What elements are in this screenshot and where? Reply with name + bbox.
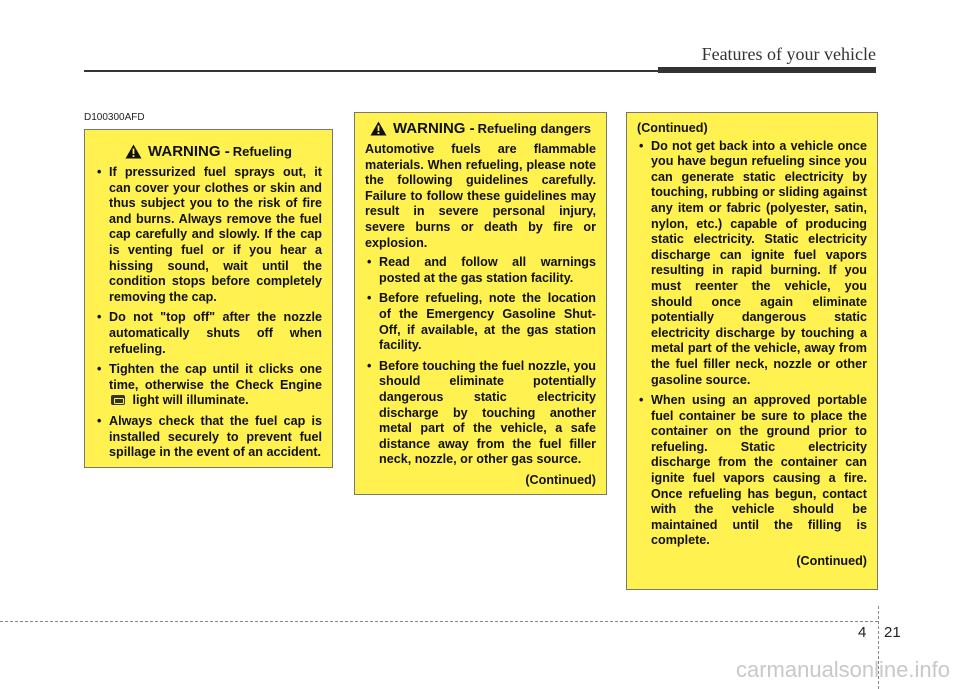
warning-triangle-icon	[125, 144, 142, 159]
warning-triangle-icon	[370, 121, 387, 136]
warning-intro: Automotive fuels are flammable materials. When refueling, please note the following guidelines carefully. Failure to follow these guidelines may result in severe personal injury, severe burns or death by fire or explosion.	[365, 142, 596, 250]
continued-label: (Continued)	[525, 472, 596, 487]
footer-rule	[0, 621, 878, 622]
list-item: • Always check that the fuel cap is installed securely to prevent fuel spillage in the event of an accident.	[95, 414, 322, 461]
page-header-title: Features of your vehicle	[701, 44, 876, 64]
continued-label: (Continued)	[796, 554, 867, 569]
warning-title-text: Refueling dangers	[477, 121, 592, 136]
warning-box-continued	[626, 112, 878, 590]
list-item: • If pressurized fuel sprays out, it can cover your clothes or skin and thus subject you to the risk of fire and burns. Always remove the fuel cap carefully and slowly. If the cap is venting fuel or if you hear a hissing sound, wait until the condition stops before completely removing the cap.	[95, 165, 322, 305]
continued-label: (Continued)	[637, 121, 708, 135]
watermark: carmanualsonline.info	[735, 657, 950, 682]
warning-title	[365, 121, 596, 136]
warning-box-refueling	[84, 129, 333, 468]
warning-list	[637, 139, 867, 549]
header-rule-bold	[658, 67, 876, 73]
warning-title-text: Refueling	[232, 144, 292, 159]
list-item: • When using an approved portable fuel container be sure to place the container on the ground prior to refueling. Static electricity discharge from the container can ignite fuel vapors causing a fire. Once refueling has begun, contact with the vehicle should be maintained until the filling is complete.	[637, 393, 867, 549]
list-item-text: light will illuminate.	[132, 393, 249, 408]
list-item: • Before touching the fuel nozzle, you should eliminate potentially dangerous static electricity discharge by touching another metal part of the vehicle, a safe distance away from the fuel filler neck, nozzle, or other gas source.	[365, 359, 596, 468]
list-item: • Do not "top off" after the nozzle automatically shuts off when refueling.	[95, 310, 322, 357]
page-chapter: 4	[858, 624, 867, 641]
list-item: • Do not get back into a vehicle once you have begun refueling since you can generate static electricity by touching, rubbing or sliding against any item or fabric (polyester, satin, nylon, etc.) capable of producing static electricity. Static electricity discharge can ignite fuel vapors resulting in rapid burning. If you must reenter the vehicle, you should once again eliminate potentially dangerous static electricity discharge by touching a metal part of the vehicle, away from the fuel filler neck, nozzle or other gasoline source.	[637, 139, 867, 389]
warning-box-refueling-dangers	[354, 112, 607, 495]
warning-list	[365, 255, 596, 468]
list-item	[95, 362, 322, 409]
warning-title	[95, 144, 322, 159]
warning-list	[95, 165, 322, 461]
header-rule	[84, 70, 658, 72]
list-item-text: Tighten the cap until it clicks one time, otherwise the Check Engine	[109, 362, 322, 392]
warning-word: WARNING -	[392, 120, 475, 137]
warning-word: WARNING -	[148, 143, 230, 160]
list-item: • Before refueling, note the location of the Emergency Gasoline Shut-Off, if available, at the gas station facility.	[365, 291, 596, 353]
page-number: 21	[884, 624, 901, 641]
section-code: D100300AFD	[84, 112, 145, 123]
list-item: • Read and follow all warnings posted at the gas station facility.	[365, 255, 596, 286]
check-engine-icon	[111, 395, 125, 405]
